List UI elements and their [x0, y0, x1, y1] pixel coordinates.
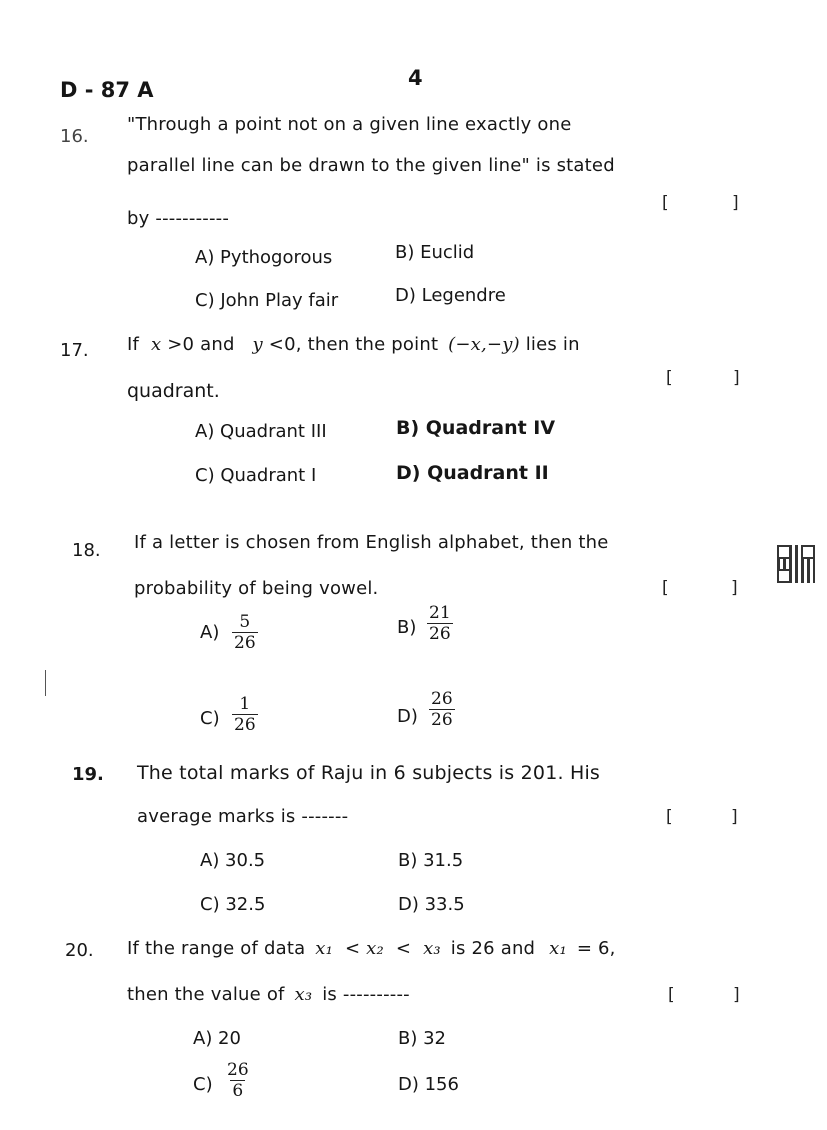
option-b: B) Euclid: [395, 242, 475, 263]
question-text-line: "Through a point not on a given line exactly one: [127, 114, 572, 135]
question-text-line: [127, 938, 616, 959]
question-text-line: by -----------: [127, 208, 230, 229]
option-c: C) Quadrant I: [195, 465, 317, 486]
option-b: B) 32: [398, 1028, 446, 1049]
question-number: 17.: [60, 340, 89, 361]
text-fragment: lies in: [525, 334, 580, 355]
qr-code-icon: [777, 545, 815, 583]
answer-bracket-close: ]: [731, 578, 738, 598]
option-b-label: B): [397, 617, 417, 638]
fraction-numerator: 26: [227, 1060, 249, 1080]
point-expression: (−x,−y): [448, 334, 520, 355]
variable-x3: x₃: [294, 984, 313, 1005]
option-a: A) 20: [193, 1028, 241, 1049]
answer-bracket-open: [: [666, 368, 673, 388]
option-d: D) 156: [398, 1074, 459, 1095]
text-fragment: <: [344, 938, 361, 959]
answer-bracket-close: ]: [731, 807, 738, 827]
variable-x: x: [150, 334, 162, 355]
option-b-fraction: [427, 603, 453, 644]
question-text-line: The total marks of Raju in 6 subjects is 201. His: [137, 762, 601, 784]
option-d-fraction: [429, 689, 455, 730]
answer-bracket-open: [: [668, 985, 675, 1005]
question-text-line: probability of being vowel.: [134, 578, 379, 599]
question-text-line: parallel line can be drawn to the given line" is stated: [127, 155, 615, 176]
question-text-line: average marks is -------: [137, 806, 349, 827]
option-d: D) Quadrant II: [396, 462, 549, 484]
scan-mark: [45, 670, 46, 696]
text-fragment: is 26 and: [450, 938, 536, 959]
paper-code: D - 87 A: [60, 78, 154, 102]
question-number: 16.: [60, 126, 89, 147]
page-number: 4: [408, 66, 423, 90]
text-fragment: <0, then the point: [268, 334, 439, 355]
answer-bracket-open: [: [666, 807, 673, 827]
option-a-label: A): [200, 622, 220, 643]
fraction-denominator: 26: [429, 624, 451, 644]
option-a: A) Pythogorous: [195, 247, 333, 268]
text-fragment: If: [127, 334, 140, 355]
option-d: D) Legendre: [395, 285, 506, 306]
option-a-fraction: [232, 612, 258, 653]
text-fragment: is ----------: [322, 984, 410, 1005]
question-text-line: If a letter is chosen from English alphabet, then the: [134, 532, 609, 553]
answer-bracket-open: [: [662, 193, 669, 213]
option-d-label: D): [397, 706, 418, 727]
option-b: B) 31.5: [398, 850, 464, 871]
variable-x3: x₃: [423, 938, 441, 959]
fraction-denominator: 6: [232, 1081, 244, 1101]
fraction-denominator: 26: [234, 715, 256, 735]
option-a: A) 30.5: [200, 850, 266, 871]
variable-y: y: [252, 334, 263, 355]
question-number: 19.: [72, 764, 104, 785]
question-text-line: [127, 334, 580, 355]
fraction-denominator: 26: [234, 633, 256, 653]
fraction-denominator: 26: [431, 710, 453, 730]
fraction-numerator: 1: [239, 694, 251, 714]
question-number: 18.: [72, 540, 101, 561]
variable-x1: x₁: [315, 938, 334, 959]
variable-x1: x₁: [549, 938, 567, 959]
text-fragment: then the value of: [127, 984, 285, 1005]
answer-bracket-open: [: [662, 578, 669, 598]
option-a: A) Quadrant III: [195, 421, 327, 442]
question-number: 20.: [65, 940, 94, 961]
fraction-numerator: 26: [431, 689, 453, 709]
answer-bracket-close: ]: [732, 193, 739, 213]
fraction-numerator: 21: [429, 603, 451, 623]
option-c-label: C): [200, 708, 220, 729]
variable-x2: x₂: [366, 938, 384, 959]
text-fragment: <: [395, 938, 412, 959]
question-text-line: quadrant.: [127, 380, 220, 402]
option-b: B) Quadrant IV: [396, 417, 556, 439]
option-d: D) 33.5: [398, 894, 465, 915]
question-text-line: [127, 984, 410, 1005]
text-fragment: If the range of data: [127, 938, 306, 959]
option-c-fraction: [225, 1060, 251, 1101]
answer-bracket-close: ]: [733, 985, 740, 1005]
option-c-fraction: [232, 694, 258, 735]
text-fragment: >0 and: [167, 334, 235, 355]
fraction-numerator: 5: [239, 612, 251, 632]
text-fragment: = 6,: [576, 938, 616, 959]
answer-bracket-close: ]: [733, 368, 740, 388]
option-c: C) John Play fair: [195, 290, 339, 311]
option-c-label: C): [193, 1074, 213, 1095]
option-c: C) 32.5: [200, 894, 266, 915]
